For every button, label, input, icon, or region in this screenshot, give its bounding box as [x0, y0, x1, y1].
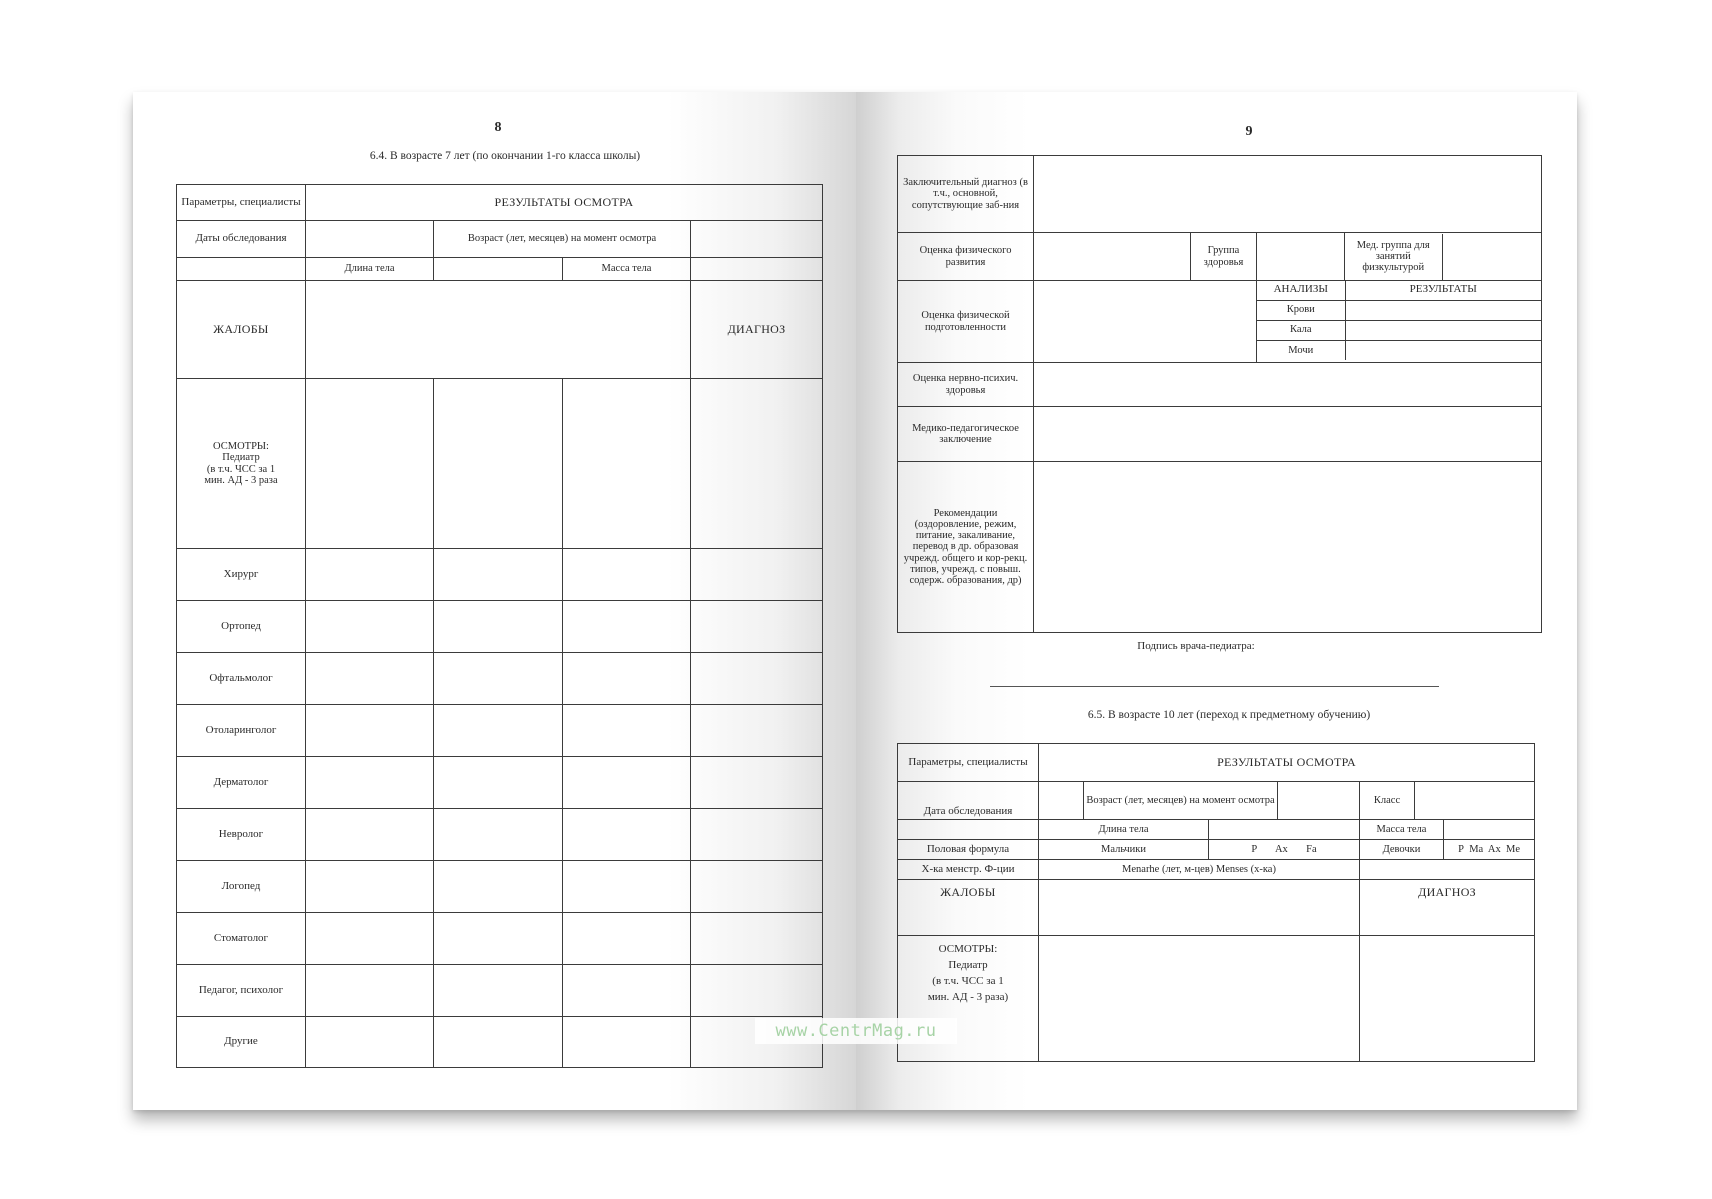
signature-label: Подпись врача-педиатра: [1137, 640, 1255, 652]
exam-cell[interactable] [691, 653, 823, 705]
complaints-row [177, 281, 823, 379]
specialist-label: Логопед [177, 861, 306, 913]
specialist-row [177, 705, 823, 757]
exam-cell[interactable] [306, 965, 434, 1017]
page-number: 8 [494, 120, 502, 135]
exam-cell[interactable] [563, 809, 691, 861]
med-group-value[interactable] [1442, 234, 1541, 280]
analyses-label: АНАЛИЗЫ [1257, 281, 1345, 300]
phys-prep-cell[interactable] [1034, 281, 1257, 363]
health-group-cell[interactable] [1257, 233, 1345, 281]
menstr-label: Х-ка менстр. Ф-ции [898, 860, 1039, 880]
exam-cell[interactable] [434, 653, 563, 705]
exam-cell[interactable] [563, 1017, 691, 1068]
analysis-result[interactable] [1345, 340, 1541, 360]
med-ped-row [898, 407, 1542, 462]
neuro-label: Оценка нервно-психич. здоровья [898, 363, 1034, 407]
left-page [133, 92, 856, 1110]
date-label: Дата обследования [898, 782, 1039, 820]
complaints-label: ЖАЛОБЫ [898, 880, 1039, 936]
girls-code: Me [1505, 843, 1520, 855]
exam-cell[interactable] [434, 601, 563, 653]
exams-label [177, 379, 306, 549]
girls-code: P [1458, 843, 1464, 855]
exam-cell[interactable] [434, 861, 563, 913]
exam-cell[interactable] [434, 913, 563, 965]
specialist-row [177, 653, 823, 705]
recommendations-row [898, 462, 1542, 633]
analyses-cell [1257, 281, 1542, 363]
age-label: Возраст (лет, месяцев) на момент осмотра [434, 221, 691, 258]
specialist-label: Стоматолог [177, 913, 306, 965]
analysis-result[interactable] [1345, 300, 1541, 320]
analysis-label: Крови [1257, 300, 1345, 320]
exam-cell[interactable] [306, 601, 434, 653]
final-diagnosis-label: Заключительный диагноз (в т.ч., основной, сопутствующие заб-ния [898, 156, 1034, 233]
section-heading: 6.4. В возрасте 7 лет (по окончании 1-го класса школы) [369, 150, 641, 162]
complaints-cell[interactable] [306, 281, 691, 379]
params-label: Параметры, специалисты [177, 185, 306, 221]
exam-cell[interactable] [691, 913, 823, 965]
specialist-label: Отоларинголог [177, 705, 306, 757]
exam-cell[interactable] [434, 1017, 563, 1068]
exam-cell[interactable] [434, 809, 563, 861]
dates-row [177, 221, 823, 258]
analyses-table [1257, 281, 1541, 360]
specialist-label: Хирург [177, 549, 306, 601]
diagnosis-label: ДИАГНОЗ [691, 281, 823, 379]
girls-code: Ax [1487, 843, 1501, 855]
med-group-cell [1345, 233, 1542, 281]
med-group-inner [1345, 234, 1541, 280]
specialist-label: Офтальмолог [177, 653, 306, 705]
results-label: РЕЗУЛЬТАТЫ [1345, 281, 1541, 300]
exams-line: (в т.ч. ЧСС за 1 [206, 463, 276, 475]
specialist-row [177, 809, 823, 861]
exam-form-7y [176, 184, 823, 1068]
phys-prep-label: Оценка физической подготовленности [898, 281, 1034, 363]
signature-line[interactable] [990, 686, 1439, 687]
specialist-row [177, 861, 823, 913]
exam-cell[interactable] [691, 809, 823, 861]
weight-label: Масса тела [563, 258, 691, 281]
exam-cell[interactable] [306, 757, 434, 809]
exam-cell[interactable] [306, 549, 434, 601]
exams-line: Педиатр [222, 452, 260, 464]
sex-formula-row [898, 840, 1535, 860]
exam-cell[interactable] [306, 1017, 434, 1068]
analysis-label: Мочи [1257, 340, 1345, 360]
form2-complaints-row [898, 880, 1535, 936]
height-cell[interactable] [1209, 820, 1360, 840]
menstr-cell[interactable] [1360, 860, 1535, 880]
analysis-label: Кала [1257, 320, 1345, 340]
sex-formula-label: Половая формула [898, 840, 1039, 860]
menarche-label: Menarhe (лет, м-цев) Menses (х-ка) [1039, 860, 1360, 880]
date-cell[interactable] [306, 221, 434, 258]
phys-dev-row [898, 233, 1542, 281]
form2-exams-row [898, 936, 1535, 1062]
exams-title: ОСМОТРЫ: [213, 441, 269, 453]
final-diagnosis-row [898, 156, 1542, 233]
exam-cell[interactable] [306, 809, 434, 861]
girls-codes [1444, 840, 1535, 860]
phys-prep-row [898, 281, 1542, 363]
exam-cell[interactable] [563, 757, 691, 809]
boys-label: Мальчики [1039, 840, 1209, 860]
exam-cell[interactable] [563, 965, 691, 1017]
specialist-row [177, 601, 823, 653]
boys-codes [1209, 840, 1360, 860]
specialist-label: Невролог [177, 809, 306, 861]
exam-cell[interactable] [1039, 936, 1360, 1062]
girls-code: Ma [1469, 843, 1484, 855]
measurements-row [177, 258, 823, 281]
weight-label: Масса тела [1360, 820, 1444, 840]
exam-cell[interactable] [563, 913, 691, 965]
exam-cell[interactable] [306, 379, 434, 549]
health-group-label: Группа здоровья [1191, 233, 1257, 281]
age-label: Возраст (лет, месяцев) на момент осмотра [1084, 782, 1278, 820]
phys-dev-cell[interactable] [1034, 233, 1191, 281]
form-header-row [177, 185, 823, 221]
form2-header-row [898, 744, 1535, 782]
exam-cell[interactable] [563, 601, 691, 653]
date-cell[interactable] [1039, 782, 1084, 820]
recommendations-label: Рекомендации (оздоровление, режим, питание, закаливание, перевод в др. образовая учрежд. общего и кор-рекц. типов, учрежд. с повыш. содерж. образования, др) [898, 462, 1034, 633]
exam-cell[interactable] [563, 705, 691, 757]
exam-cell[interactable] [306, 705, 434, 757]
booklet-spread [133, 92, 1577, 1110]
exams-line: мин. АД - 3 раза [204, 474, 278, 486]
exam-cell[interactable] [691, 379, 823, 549]
analysis-result[interactable] [1345, 320, 1541, 340]
exam-cell[interactable] [563, 549, 691, 601]
girls-label: Девочки [1360, 840, 1444, 860]
exam-cell[interactable] [306, 653, 434, 705]
neuro-row [898, 363, 1542, 407]
exam-cell[interactable] [563, 379, 691, 549]
exam-cell[interactable] [434, 705, 563, 757]
boys-code: Ax [1274, 843, 1288, 855]
exam-cell[interactable] [1360, 936, 1535, 1062]
page-number: 9 [1245, 124, 1253, 139]
height-label: Длина тела [1039, 820, 1209, 840]
exam-cell[interactable] [691, 601, 823, 653]
results-label: РЕЗУЛЬТАТЫ ОСМОТРА [306, 185, 823, 221]
section-heading: 6.5. В возрасте 10 лет (переход к предметному обучению) [1087, 709, 1371, 721]
specialist-row [177, 965, 823, 1017]
exam-cell[interactable] [306, 913, 434, 965]
exam-cell[interactable] [691, 965, 823, 1017]
dates-label: Даты обследования [177, 221, 306, 258]
weight-cell[interactable] [1444, 820, 1535, 840]
menstr-row [898, 860, 1535, 880]
exam-cell[interactable] [691, 757, 823, 809]
exam-cell[interactable] [691, 861, 823, 913]
specialist-row [177, 757, 823, 809]
specialist-row [177, 1017, 823, 1068]
exams-line: мин. АД - 3 раза) [927, 990, 1009, 1003]
med-group-label: Мед. группа для занятий физкультурой [1345, 234, 1442, 280]
blank-cell [177, 258, 306, 281]
exam-cell[interactable] [434, 379, 563, 549]
class-cell[interactable] [1415, 782, 1535, 820]
final-diagnosis-cell[interactable] [1034, 156, 1542, 233]
weight-cell[interactable] [691, 258, 823, 281]
blank-cell [898, 820, 1039, 840]
specialist-label: Другие [177, 1017, 306, 1068]
watermark: www.CentrMag.ru [755, 1018, 957, 1044]
specialist-label: Дерматолог [177, 757, 306, 809]
exams-row [177, 379, 823, 549]
specialist-label: Педагог, психолог [177, 965, 306, 1017]
specialist-row [177, 913, 823, 965]
exams-title: ОСМОТРЫ: [938, 943, 998, 955]
form2-measure-row [898, 820, 1535, 840]
boys-code: P [1251, 843, 1258, 855]
age-cell[interactable] [691, 221, 823, 258]
exam-cell[interactable] [691, 549, 823, 601]
form2-date-row [898, 782, 1535, 820]
params-label: Параметры, специалисты [898, 744, 1039, 782]
age-cell[interactable] [1278, 782, 1360, 820]
phys-dev-label: Оценка физического развития [898, 233, 1034, 281]
specialist-row [177, 549, 823, 601]
exam-cell[interactable] [691, 705, 823, 757]
exam-cell[interactable] [563, 653, 691, 705]
complaints-cell[interactable] [1039, 880, 1360, 936]
exam-cell[interactable] [434, 965, 563, 1017]
specialist-label: Ортопед [177, 601, 306, 653]
diagnosis-label: ДИАГНОЗ [1360, 880, 1535, 936]
exams-line: (в т.ч. ЧСС за 1 [932, 974, 1004, 987]
exam-cell[interactable] [434, 757, 563, 809]
class-label: Класс [1360, 782, 1415, 820]
boys-code: Fa [1306, 843, 1317, 855]
right-page [856, 92, 1577, 1110]
exams-line: Педиатр [948, 958, 988, 971]
exam-cell[interactable] [434, 549, 563, 601]
med-ped-cell[interactable] [1034, 407, 1542, 462]
exam-cell[interactable] [306, 861, 434, 913]
complaints-label: ЖАЛОБЫ [177, 281, 306, 379]
exam-form-10y [897, 743, 1535, 1062]
height-cell[interactable] [434, 258, 563, 281]
med-ped-label: Медико-педагогическое заключение [898, 407, 1034, 462]
exam-cell[interactable] [563, 861, 691, 913]
conclusion-form [897, 155, 1542, 633]
results-label: РЕЗУЛЬТАТЫ ОСМОТРА [1039, 744, 1535, 782]
height-label: Длина тела [306, 258, 434, 281]
neuro-cell[interactable] [1034, 363, 1542, 407]
recommendations-cell[interactable] [1034, 462, 1542, 633]
